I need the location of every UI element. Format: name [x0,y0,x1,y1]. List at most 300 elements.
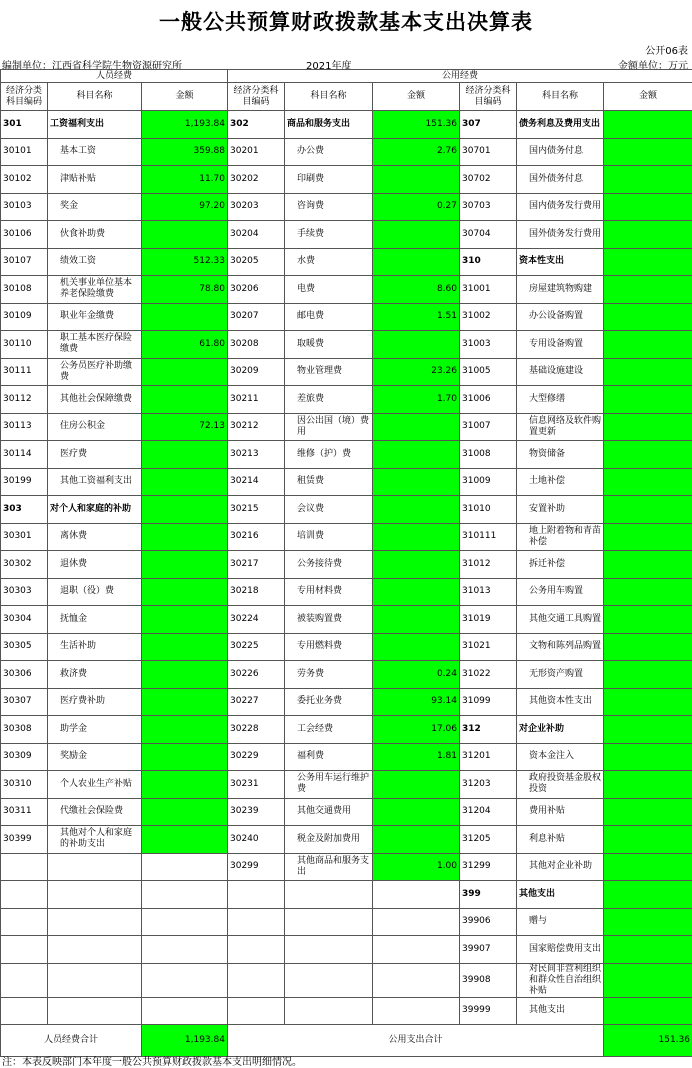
amount-cell [604,111,692,139]
code-cell: 30199 [1,468,48,496]
name-cell: 职工基本医疗保险缴费 [48,331,142,359]
name-cell: 信息网络及软件购置更新 [517,413,604,441]
code-cell: 30112 [1,386,48,414]
code-cell: 310111 [460,523,517,551]
name-cell: 利息补贴 [517,826,604,854]
amount-cell [142,688,228,716]
form-number: 公开06表 [645,46,688,57]
code-cell: 30225 [228,633,285,661]
name-cell: 维修（护）费 [285,441,373,469]
name-cell [48,997,142,1025]
table-row [1,881,692,909]
name-cell [48,908,142,936]
code-cell: 30311 [1,798,48,826]
name-cell: 租赁费 [285,468,373,496]
code-cell: 30301 [1,523,48,551]
code-cell [228,881,285,909]
amount-cell [373,997,460,1025]
code-cell: 30101 [1,138,48,166]
code-cell [1,963,48,997]
name-cell: 委托业务费 [285,688,373,716]
amount-cell [604,771,692,799]
table-row [1,111,692,139]
name-cell: 工会经费 [285,716,373,744]
amount-cell: 0.27 [373,193,460,221]
table-row [1,358,692,386]
name-cell: 资本金注入 [517,743,604,771]
table-row [1,716,692,744]
amount-cell [604,688,692,716]
name-cell: 因公出国（境）费用 [285,413,373,441]
code-cell: 30303 [1,578,48,606]
table-row [1,331,692,359]
code-cell: 30226 [228,661,285,689]
table-row [1,496,692,524]
amount-cell [604,936,692,964]
amount-cell: 17.06 [373,716,460,744]
name-cell: 被装购置费 [285,606,373,634]
code-cell: 30308 [1,716,48,744]
code-cell: 30306 [1,661,48,689]
name-cell: 其他支出 [517,881,604,909]
code-cell: 301 [1,111,48,139]
name-cell: 国家赔偿费用支出 [517,936,604,964]
code-cell: 30218 [228,578,285,606]
table-row [1,166,692,194]
amount-cell: 72.13 [142,413,228,441]
name-cell: 医疗费补助 [48,688,142,716]
amount-cell [373,551,460,579]
amount-cell [142,798,228,826]
amount-cell: 151.36 [373,111,460,139]
amount-cell [142,936,228,964]
name-cell: 其他资本性支出 [517,688,604,716]
name-cell: 无形资产购置 [517,661,604,689]
name-cell: 救济费 [48,661,142,689]
code-cell [228,908,285,936]
name-cell: 专用燃料费 [285,633,373,661]
expenditure-table [0,69,692,1057]
amount-cell: 1,193.84 [142,111,228,139]
code-cell: 31022 [460,661,517,689]
code-cell: 31099 [460,688,517,716]
code-cell: 31299 [460,853,517,881]
code-cell: 307 [460,111,517,139]
code-cell: 30240 [228,826,285,854]
name-cell: 商品和服务支出 [285,111,373,139]
table-row [1,963,692,997]
table-row [1,826,692,854]
code-cell: 31003 [460,331,517,359]
code-cell [228,997,285,1025]
name-cell: 咨询费 [285,193,373,221]
table-row [1,936,692,964]
name-cell: 其他交通工具购置 [517,606,604,634]
name-cell: 住房公积金 [48,413,142,441]
code-cell: 30309 [1,743,48,771]
name-cell: 其他社会保障缴费 [48,386,142,414]
name-cell: 个人农业生产补贴 [48,771,142,799]
table-row [1,221,692,249]
amount-cell [373,798,460,826]
code-cell: 30228 [228,716,285,744]
table-row [1,771,692,799]
name-cell: 公务用车购置 [517,578,604,606]
code-cell: 31205 [460,826,517,854]
amount-cell [373,221,460,249]
name-cell: 国内债务付息 [517,138,604,166]
name-cell: 基础设施建设 [517,358,604,386]
col-header-name: 科目名称 [48,83,142,111]
amount-cell [142,997,228,1025]
name-cell: 办公设备购置 [517,303,604,331]
code-cell: 30111 [1,358,48,386]
code-cell: 30211 [228,386,285,414]
code-cell: 30701 [460,138,517,166]
code-cell: 30106 [1,221,48,249]
code-cell: 30114 [1,441,48,469]
code-cell: 30239 [228,798,285,826]
table-row [1,908,692,936]
amount-cell [373,166,460,194]
name-cell: 生活补助 [48,633,142,661]
code-cell: 39906 [460,908,517,936]
col-header-code: 经济分类科目编码 [460,83,517,111]
amount-cell [604,276,692,304]
report-title: 一般公共预算财政拨款基本支出决算表 [159,10,533,34]
amount-cell [142,441,228,469]
code-cell: 30216 [228,523,285,551]
code-cell [228,963,285,997]
name-cell [48,963,142,997]
table-row [1,997,692,1025]
amount-cell [142,386,228,414]
amount-cell [373,441,460,469]
amount-cell [604,661,692,689]
name-cell: 会议费 [285,496,373,524]
code-cell: 30109 [1,303,48,331]
amount-cell [373,826,460,854]
code-cell: 30703 [460,193,517,221]
name-cell [48,881,142,909]
name-cell: 印刷费 [285,166,373,194]
name-cell: 土地补偿 [517,468,604,496]
code-cell: 30108 [1,276,48,304]
name-cell: 政府投资基金股权投资 [517,771,604,799]
code-cell: 30307 [1,688,48,716]
personnel-total-label: 人员经费合计 [1,1025,142,1057]
table-row [1,633,692,661]
name-cell: 职业年金缴费 [48,303,142,331]
code-cell: 31203 [460,771,517,799]
name-cell: 房屋建筑物购建 [517,276,604,304]
amount-cell [604,413,692,441]
amount-cell [142,661,228,689]
amount-cell [604,193,692,221]
name-cell: 助学金 [48,716,142,744]
amount-cell: 1.70 [373,386,460,414]
code-cell: 30399 [1,826,48,854]
reporting-unit: 编制单位：江西省科学院生物资源研究所 [2,61,182,72]
table-row [1,688,692,716]
name-cell: 退休费 [48,551,142,579]
amount-cell [604,578,692,606]
amount-cell [604,386,692,414]
amount-cell [142,743,228,771]
code-cell: 30224 [228,606,285,634]
amount-cell [604,963,692,997]
table-row [1,413,692,441]
table-row [1,606,692,634]
table-row [1,441,692,469]
amount-cell [142,578,228,606]
name-cell: 伙食补助费 [48,221,142,249]
name-cell [285,997,373,1025]
fiscal-year: 2021年度 [306,61,352,72]
code-cell: 31021 [460,633,517,661]
name-cell: 医疗费 [48,441,142,469]
amount-cell [373,468,460,496]
name-cell [285,908,373,936]
amount-cell [604,138,692,166]
code-cell: 30202 [228,166,285,194]
code-cell: 30203 [228,193,285,221]
col-header-amount: 金额 [604,83,692,111]
col-header-amount: 金额 [373,83,460,111]
code-cell: 31019 [460,606,517,634]
amount-cell [604,798,692,826]
name-cell: 公务员医疗补助缴费 [48,358,142,386]
name-cell: 奖励金 [48,743,142,771]
amount-cell [604,606,692,634]
public-total-value: 151.36 [604,1025,692,1057]
amount-cell [142,908,228,936]
col-header-name: 科目名称 [517,83,604,111]
amount-cell [373,413,460,441]
table-row [1,661,692,689]
amount-cell: 1.00 [373,853,460,881]
code-cell: 30299 [228,853,285,881]
name-cell: 拆迁补偿 [517,551,604,579]
amount-cell [373,633,460,661]
table-row [1,138,692,166]
code-cell [1,853,48,881]
name-cell: 对企业补助 [517,716,604,744]
name-cell: 赠与 [517,908,604,936]
amount-cell [373,606,460,634]
code-cell: 30207 [228,303,285,331]
amount-cell: 8.60 [373,276,460,304]
code-cell: 30215 [228,496,285,524]
col-header-amount: 金额 [142,83,228,111]
amount-cell: 359.88 [142,138,228,166]
name-cell: 其他交通费用 [285,798,373,826]
amount-cell [604,853,692,881]
table-row [1,276,692,304]
code-cell: 30204 [228,221,285,249]
col-header-code: 经济分类科目编码 [1,83,48,111]
name-cell: 资本性支出 [517,248,604,276]
amount-cell: 1.81 [373,743,460,771]
name-cell: 邮电费 [285,303,373,331]
name-cell: 绩效工资 [48,248,142,276]
code-cell [228,936,285,964]
name-cell: 代缴社会保险费 [48,798,142,826]
code-cell: 30110 [1,331,48,359]
amount-cell [604,908,692,936]
amount-cell [142,881,228,909]
code-cell: 302 [228,111,285,139]
code-cell: 30113 [1,413,48,441]
name-cell: 基本工资 [48,138,142,166]
code-cell [1,936,48,964]
name-cell: 国外债务发行费用 [517,221,604,249]
code-cell: 30213 [228,441,285,469]
name-cell [48,936,142,964]
amount-cell [142,771,228,799]
code-cell: 30302 [1,551,48,579]
table-row [1,468,692,496]
personnel-group-header: 人员经费 [1,70,228,83]
amount-cell [373,578,460,606]
amount-cell [604,881,692,909]
amount-cell [604,496,692,524]
name-cell: 地上附着物和青苗补偿 [517,523,604,551]
code-cell: 31005 [460,358,517,386]
amount-cell: 11.70 [142,166,228,194]
code-cell: 31008 [460,441,517,469]
name-cell: 劳务费 [285,661,373,689]
name-cell: 其他对企业补助 [517,853,604,881]
code-cell: 30310 [1,771,48,799]
code-cell: 30201 [228,138,285,166]
name-cell [285,936,373,964]
amount-cell: 93.14 [373,688,460,716]
amount-cell [142,358,228,386]
amount-cell [604,523,692,551]
code-cell: 30231 [228,771,285,799]
amount-cell [373,523,460,551]
name-cell: 文物和陈列品购置 [517,633,604,661]
amount-cell [604,633,692,661]
amount-cell [373,908,460,936]
code-cell: 30209 [228,358,285,386]
code-cell: 30208 [228,331,285,359]
code-cell: 399 [460,881,517,909]
amount-cell [604,303,692,331]
code-cell: 30304 [1,606,48,634]
amount-cell [604,743,692,771]
table-row [1,551,692,579]
amount-cell: 2.76 [373,138,460,166]
amount-cell [373,331,460,359]
name-cell: 离休费 [48,523,142,551]
amount-cell [604,997,692,1025]
amount-cell [373,963,460,997]
table-row [1,248,692,276]
code-cell: 303 [1,496,48,524]
name-cell: 公务用车运行维护费 [285,771,373,799]
name-cell: 专用设备购置 [517,331,604,359]
name-cell: 其他商品和服务支出 [285,853,373,881]
code-cell: 310 [460,248,517,276]
name-cell: 专用材料费 [285,578,373,606]
code-cell: 312 [460,716,517,744]
amount-cell: 78.80 [142,276,228,304]
code-cell [1,908,48,936]
name-cell: 国内债务发行费用 [517,193,604,221]
code-cell: 30229 [228,743,285,771]
code-cell: 31010 [460,496,517,524]
code-cell: 31006 [460,386,517,414]
name-cell: 其他对个人和家庭的补助支出 [48,826,142,854]
name-cell [285,963,373,997]
name-cell: 对个人和家庭的补助 [48,496,142,524]
amount-cell [604,441,692,469]
name-cell: 福利费 [285,743,373,771]
amount-cell [604,166,692,194]
name-cell: 大型修缮 [517,386,604,414]
personnel-total-value: 1,193.84 [142,1025,228,1057]
amount-cell [373,936,460,964]
table-row [1,798,692,826]
name-cell [285,881,373,909]
code-cell: 30206 [228,276,285,304]
code-cell [1,881,48,909]
table-row [1,193,692,221]
table-row [1,578,692,606]
name-cell: 税金及附加费用 [285,826,373,854]
name-cell: 津贴补贴 [48,166,142,194]
amount-cell [142,716,228,744]
code-cell: 31002 [460,303,517,331]
code-cell [1,997,48,1025]
amount-cell [604,468,692,496]
amount-cell [142,826,228,854]
amount-cell [142,496,228,524]
amount-cell [604,248,692,276]
name-cell: 其他工资福利支出 [48,468,142,496]
name-cell: 其他支出 [517,997,604,1025]
amount-cell [142,303,228,331]
amount-cell [373,496,460,524]
amount-cell [142,853,228,881]
code-cell: 31007 [460,413,517,441]
col-header-code: 经济分类科目编码 [228,83,285,111]
amount-cell [604,221,692,249]
amount-cell [142,963,228,997]
amount-cell [604,716,692,744]
name-cell: 费用补贴 [517,798,604,826]
name-cell: 物资储备 [517,441,604,469]
name-cell: 机关事业单位基本养老保险缴费 [48,276,142,304]
amount-cell: 0.24 [373,661,460,689]
name-cell: 培训费 [285,523,373,551]
amount-cell [373,881,460,909]
table-row [1,386,692,414]
code-cell: 31204 [460,798,517,826]
amount-cell [142,468,228,496]
name-cell: 手续费 [285,221,373,249]
code-cell: 30214 [228,468,285,496]
amount-cell [604,358,692,386]
name-cell: 取暖费 [285,331,373,359]
table-body [1,111,692,1025]
amount-unit: 金额单位：万元 [618,61,688,72]
name-cell: 债务利息及费用支出 [517,111,604,139]
code-cell: 30102 [1,166,48,194]
amount-cell: 97.20 [142,193,228,221]
